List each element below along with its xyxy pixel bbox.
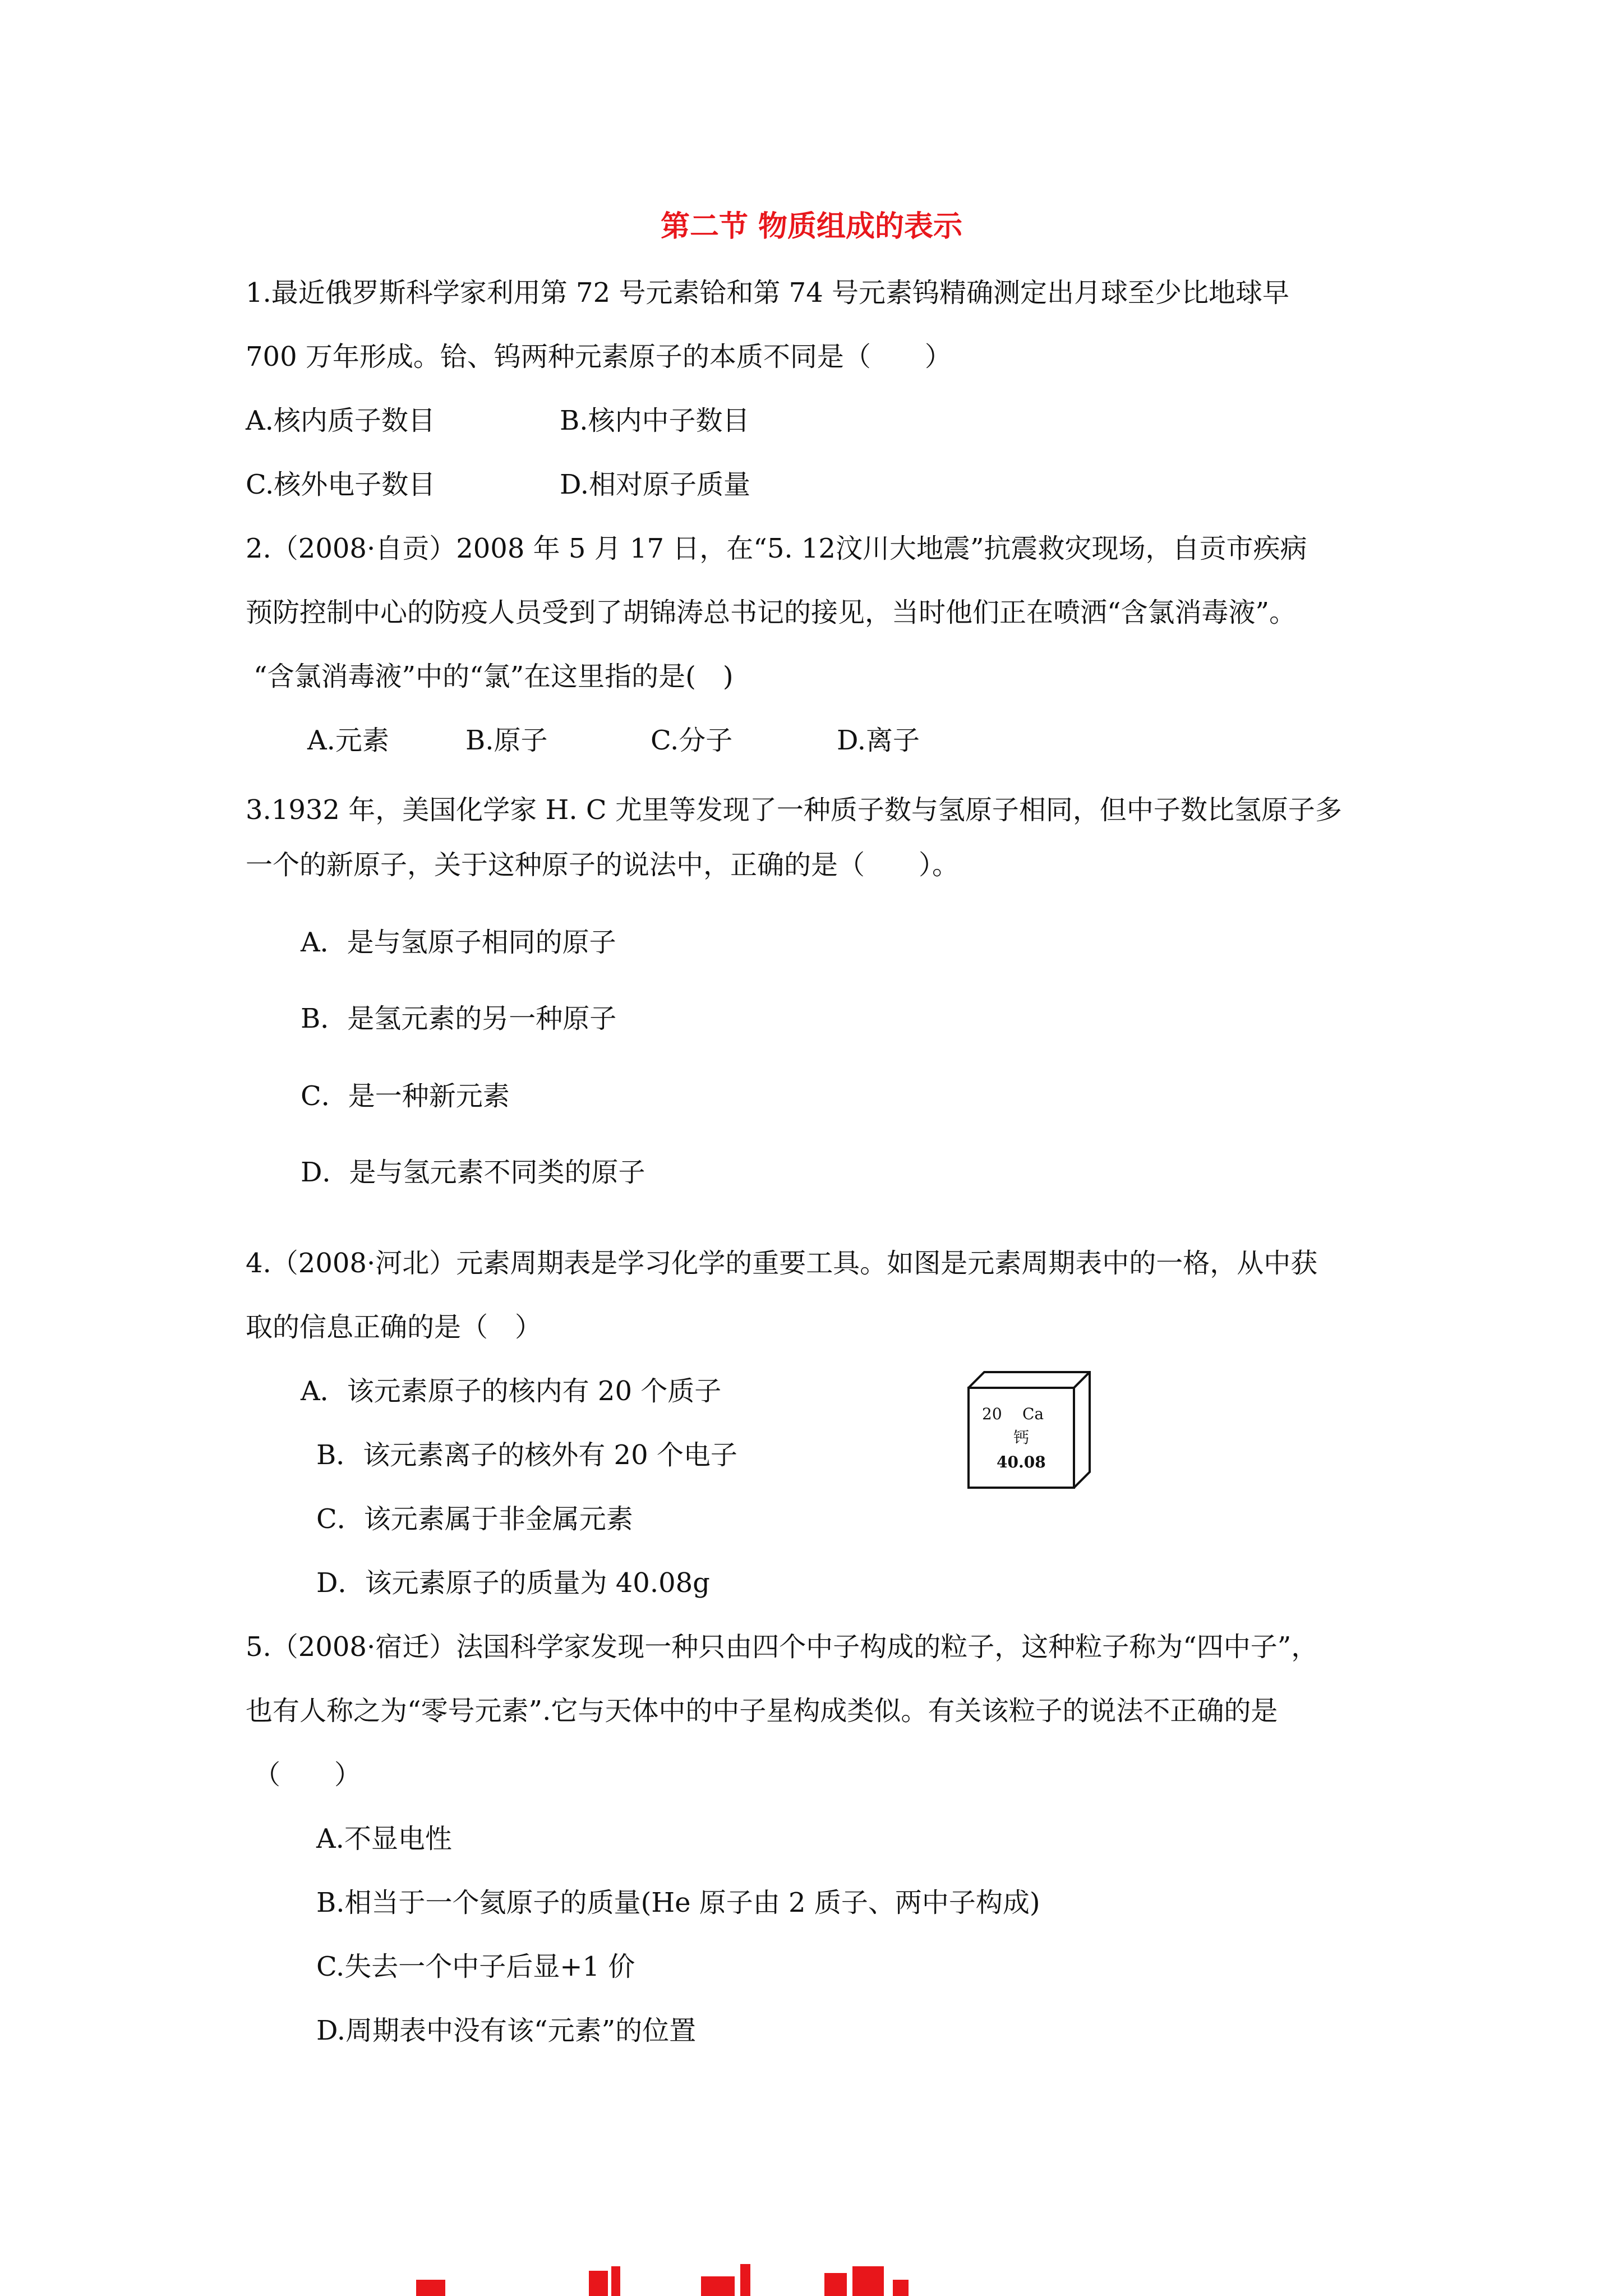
element-name: 钙 bbox=[1013, 1428, 1030, 1447]
question-2-stem-line-2: 预防控制中心的防疫人员受到了胡锦涛总书记的接见，当时他们正在喷洒“含氯消毒液”。 bbox=[246, 597, 1297, 628]
question-2-option-c: C.分子 bbox=[651, 725, 733, 756]
question-5-option-c: C.失去一个中子后显+1 价 bbox=[316, 1951, 635, 1982]
periodic-table-cell-drawing bbox=[967, 1371, 1091, 1489]
question-3-option-d: D．是与氢元素不同类的原子 bbox=[301, 1157, 645, 1188]
question-2-option-d: D.离子 bbox=[837, 725, 920, 756]
question-2-stem-line-1: 2.（2008·自贡）2008 年 5 月 17 日，在“5. 12汶川大地震”抗震救灾现场，自贡市疾病 bbox=[246, 533, 1307, 564]
question-2-option-b: B.原子 bbox=[465, 725, 548, 756]
question-3-option-c: C．是一种新元素 bbox=[301, 1080, 510, 1112]
question-5-stem-line-1: 5.（2008·宿迁）法国科学家发现一种只由四个中子构成的粒子，这种粒子称为“四中子”， bbox=[246, 1631, 1318, 1663]
question-3-stem-line-2: 一个的新原子，关于这种原子的说法中，正确的是（ ）。 bbox=[246, 849, 960, 881]
question-1-stem-line-1: 1.最近俄罗斯科学家利用第 72 号元素铪和第 74 号元素钨精确测定出月球至少比地球早 bbox=[246, 277, 1289, 309]
cropped-red-text-fragments bbox=[0, 2249, 1623, 2296]
question-4-option-c: C．该元素属于非金属元素 bbox=[316, 1503, 633, 1535]
cell-side-face bbox=[1074, 1372, 1090, 1488]
question-1-option-a: A.核内质子数目 bbox=[246, 405, 435, 436]
element-atomic-number: 20 bbox=[982, 1405, 1002, 1423]
question-4-option-b: B．该元素离子的核外有 20 个电子 bbox=[316, 1439, 737, 1471]
question-3-option-b: B．是氢元素的另一种原子 bbox=[301, 1003, 617, 1034]
question-5-option-b: B.相当于一个氦原子的质量(He 原子由 2 质子、两中子构成) bbox=[316, 1887, 1040, 1918]
question-1-stem-line-2: 700 万年形成。铪、钨两种元素原子的本质不同是（ ） bbox=[246, 341, 952, 372]
question-3-stem-line-1: 3.1932 年，美国化学家 H. C 尤里等发现了一种质子数与氢原子相同，但中子数比氢原子多 bbox=[246, 794, 1342, 826]
question-4-stem-line-2: 取的信息正确的是（ ） bbox=[246, 1312, 542, 1343]
question-2-stem-line-3: “含氯消毒液”中的“氯”在这里指的是( ) bbox=[253, 661, 734, 692]
question-4-option-d: D．该元素原子的质量为 40.08g bbox=[316, 1567, 710, 1599]
element-atomic-mass: 40.08 bbox=[997, 1453, 1046, 1471]
page-title: 第二节 物质组成的表示 bbox=[660, 210, 963, 243]
question-3-option-a: A．是与氢原子相同的原子 bbox=[301, 927, 616, 958]
question-1-option-d: D.相对原子质量 bbox=[560, 469, 751, 500]
question-4-option-a: A．该元素原子的核内有 20 个质子 bbox=[301, 1375, 722, 1407]
cell-top-face bbox=[969, 1372, 1090, 1388]
periodic-table-cell-figure bbox=[967, 1371, 1091, 1489]
question-4-stem-line-1: 4.（2008·河北）元素周期表是学习化学的重要工具。如图是元素周期表中的一格，从中获 bbox=[246, 1248, 1318, 1279]
question-5-option-d: D.周期表中没有该“元素”的位置 bbox=[316, 2015, 697, 2046]
question-5-stem-line-2: 也有人称之为“零号元素”.它与天体中的中子星构成类似。有关该粒子的说法不正确的是 bbox=[246, 1695, 1278, 1727]
question-1-option-b: B.核内中子数目 bbox=[560, 405, 750, 436]
element-symbol: Ca bbox=[1022, 1405, 1044, 1423]
question-5-stem-line-3: （ ） bbox=[253, 1759, 362, 1791]
question-5-option-a: A.不显电性 bbox=[316, 1823, 452, 1855]
question-1-option-c: C.核外电子数目 bbox=[246, 469, 436, 500]
question-2-option-a: A.元素 bbox=[307, 725, 389, 756]
red-stroke-fragments bbox=[416, 2264, 909, 2296]
